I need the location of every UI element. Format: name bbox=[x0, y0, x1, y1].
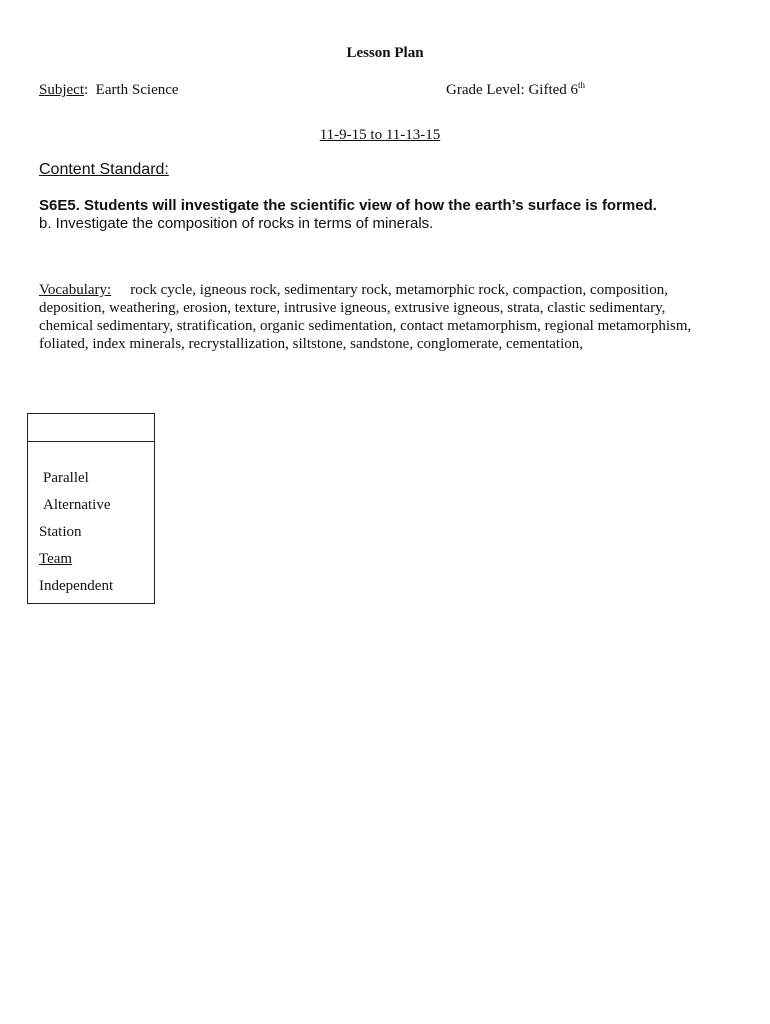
standard-code-line: S6E5. Students will investigate the scientific view of how the earth’s surface is formed. bbox=[39, 197, 657, 214]
co-teaching-box-header bbox=[28, 414, 154, 442]
co-teaching-option-independent: Independent bbox=[39, 578, 114, 594]
co-teaching-option-parallel: Parallel bbox=[43, 470, 89, 486]
standard-element-line: b. Investigate the composition of rocks in terms of minerals. bbox=[39, 215, 434, 232]
date-range: 11-9-15 to 11-13-15 bbox=[319, 127, 441, 143]
grade-level-suffix: th bbox=[578, 80, 586, 90]
vocabulary-block bbox=[39, 281, 719, 353]
co-teaching-option-team: Team bbox=[39, 551, 73, 567]
co-teaching-model-box bbox=[27, 413, 155, 604]
grade-level-text: Grade Level: Gifted 6 bbox=[446, 82, 579, 98]
vocabulary-terms: rock cycle, igneous rock, sedimentary rock, metamorphic rock, compaction, composition, deposition, weathering, erosion, texture, intrusive igneous, extrusive igneous, strata, clastic sedimentary, chemical sedimentary, stratification, organic sedimentation, contact metamorphism, regional metamorphism, foliated, index minerals, recrystallization, siltstone, sandstone, conglomerate, cementation, bbox=[39, 282, 692, 352]
page-title: Lesson Plan bbox=[346, 45, 424, 61]
subject-separator: : bbox=[84, 82, 89, 98]
co-teaching-option-station: Station bbox=[39, 524, 82, 540]
subject-value: Earth Science bbox=[95, 82, 179, 98]
vocabulary-label: Vocabulary: bbox=[39, 282, 112, 298]
grade-level bbox=[446, 82, 585, 99]
subject-label: Subject bbox=[39, 82, 84, 98]
subject-line bbox=[39, 82, 179, 99]
co-teaching-option-alternative: Alternative bbox=[43, 497, 111, 513]
content-standard-heading: Content Standard: bbox=[39, 161, 169, 178]
